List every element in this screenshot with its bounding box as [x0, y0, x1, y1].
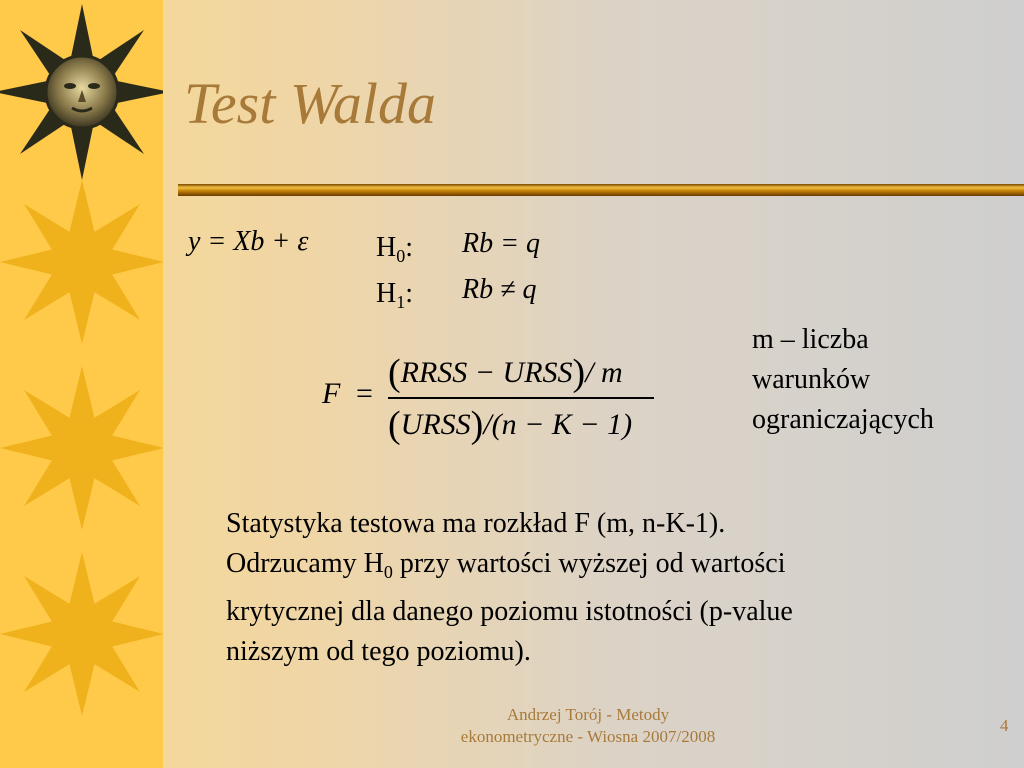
slide-title: Test Walda	[184, 71, 436, 136]
body-line-2-post: przy wartości wyższej od wartości	[392, 548, 786, 579]
note-line-3: ograniczających	[752, 404, 934, 435]
body-line-3: krytycznej dla danego poziomu istotności (p-value	[226, 596, 793, 627]
note-line-2: warunków	[752, 364, 871, 395]
fraction-bar	[388, 397, 654, 399]
formula-lhs: F	[322, 377, 341, 410]
formula-denominator	[388, 403, 632, 447]
decorative-sidebar	[0, 0, 163, 768]
title-divider	[178, 180, 1024, 200]
body-line-4: niższym od tego poziomu).	[226, 636, 531, 667]
footer-line-2: ekonometryczne - Wiosna 2007/2008	[460, 727, 716, 746]
h0-colon: :	[405, 232, 414, 263]
h0-expression	[462, 228, 540, 260]
h1-subscript: 1	[396, 292, 406, 312]
formula-equals: =	[356, 377, 373, 410]
denominator-open-paren: (	[388, 404, 401, 446]
numerator-tail: / m	[585, 356, 623, 389]
footer	[420, 704, 756, 748]
page-number: 4	[1000, 716, 1009, 735]
formula-numerator	[388, 351, 623, 395]
h1-letter: H	[376, 278, 397, 309]
h0-letter: H	[376, 232, 397, 263]
denominator-close-paren: )	[470, 404, 484, 446]
numerator-open-paren: (	[388, 352, 401, 394]
h0-label	[376, 232, 413, 267]
body-line-2-subscript: 0	[383, 562, 393, 582]
note-line-1: m – liczba	[752, 324, 869, 355]
restrictions-note	[752, 320, 934, 440]
h1-colon: :	[405, 278, 414, 309]
model-equation-text: y = Xb + ε	[188, 226, 309, 257]
body-line-2	[226, 544, 946, 592]
body-line-2-pre: Odrzucamy H	[226, 548, 384, 579]
denominator-tail: /(n − K − 1)	[483, 408, 633, 441]
footer-line-1: Andrzej Torój - Metody	[506, 705, 670, 724]
body-paragraph	[226, 504, 946, 672]
h0-subscript: 0	[396, 246, 406, 266]
model-equation	[188, 226, 308, 258]
denominator-text: URSS	[400, 408, 471, 441]
h1-expression	[462, 274, 536, 306]
h1-label	[376, 278, 413, 313]
body-line-1: Statystyka testowa ma rozkład F (m, n-K-1).	[226, 508, 726, 539]
numerator-text: RRSS − URSS	[400, 356, 573, 389]
sun-decoration-icon	[0, 0, 163, 768]
h1-expression-text: Rb ≠ q	[462, 274, 537, 305]
h0-expression-text: Rb = q	[462, 228, 540, 259]
numerator-close-paren: )	[572, 352, 586, 394]
f-statistic-formula	[322, 345, 662, 445]
